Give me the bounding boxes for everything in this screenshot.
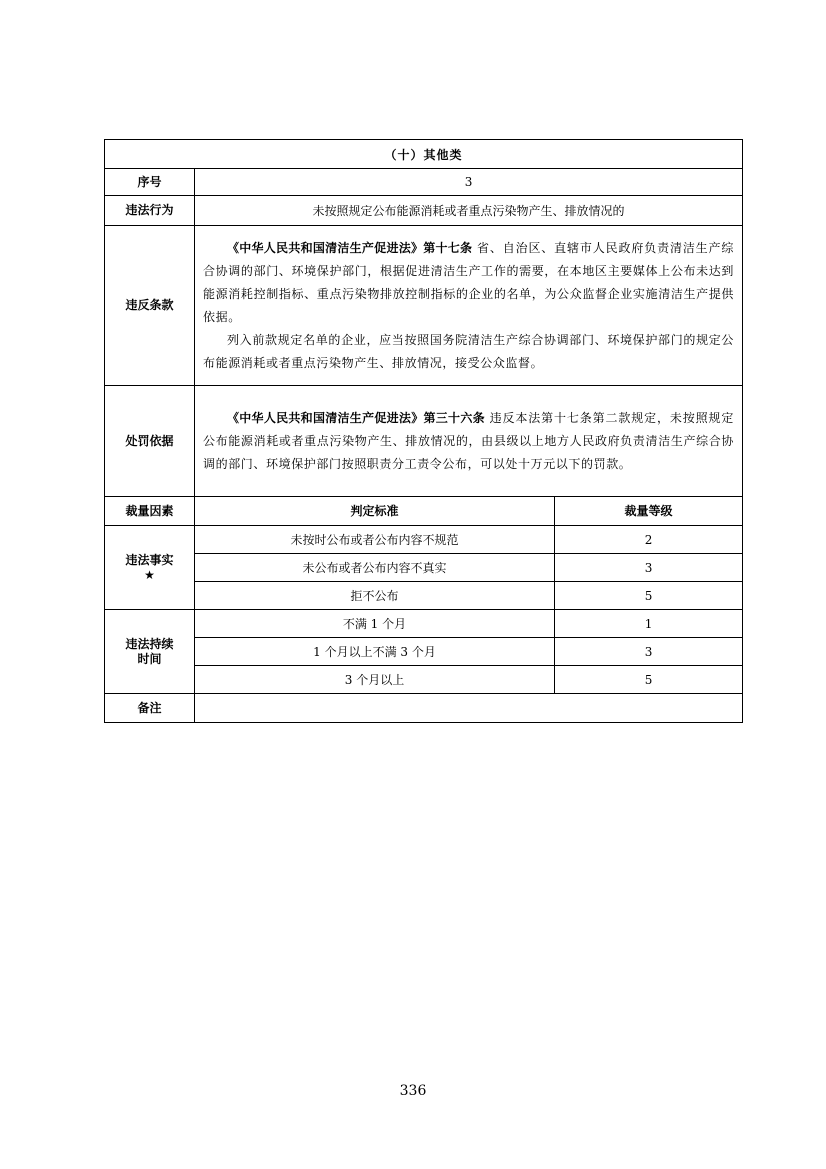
level-cell: 5	[555, 582, 743, 610]
star-icon: ★	[144, 567, 155, 582]
discretion-factor-header: 裁量因素	[105, 497, 195, 526]
standard-cell: 3 个月以上	[195, 666, 555, 694]
clause-text: 省、自治区、直辖市人民政府负责清洁生产综合协调的部门、环境保护部门，根据促进清洁生产工作的需要，在本地区主要媒体上公布未达到能源消耗控制指标、重点污染物排放控制指标的企业的名单，为公众监督企业实施清洁生产提供依据。	[203, 240, 735, 324]
penalty-basis-content	[195, 386, 743, 497]
page-number: 336	[399, 1083, 427, 1099]
violated-clause-paragraph-1	[195, 237, 742, 329]
behavior-label: 违法行为	[105, 196, 195, 226]
table-row	[105, 610, 743, 638]
behavior-value: 未按照规定公布能源消耗或者重点污染物产生、排放情况的	[195, 196, 743, 226]
law-citation: 《中华人民共和国清洁生产促进法》第十七条	[227, 240, 473, 255]
level-header: 裁量等级	[555, 497, 743, 526]
standard-cell: 1 个月以上不满 3 个月	[195, 638, 555, 666]
level-cell: 3	[555, 554, 743, 582]
table-row	[105, 582, 743, 610]
violated-clause-paragraph-2: 列入前款规定名单的企业，应当按照国务院清洁生产综合协调部门、环境保护部门的规定公布能源消耗或者重点污染物产生、排放情况，接受公众监督。	[203, 332, 735, 370]
clause-text: 违反本法第十七条第二款规定，未按照规定公布能源消耗或者重点污染物产生、排放情况的，由县级以上地方人民政府负责清洁生产综合协调的部门、环境保护部门按照职责分工责令公布，可以处十万元以下的罚款。	[203, 410, 735, 471]
remarks-value	[195, 694, 743, 723]
level-cell: 5	[555, 666, 743, 694]
law-citation: 《中华人民共和国清洁生产促进法》第三十六条	[227, 410, 485, 425]
penalty-basis-label: 处罚依据	[105, 386, 195, 497]
standard-cell: 未公布或者公布内容不真实	[195, 554, 555, 582]
factor-duration	[105, 610, 195, 694]
factor-label-line2: 时间	[137, 651, 162, 666]
factor-violation-facts	[105, 526, 195, 610]
violated-clause-content	[195, 226, 743, 386]
standard-header: 判定标准	[195, 497, 555, 526]
serial-label: 序号	[105, 169, 195, 196]
standard-cell: 拒不公布	[195, 582, 555, 610]
table-row	[105, 526, 743, 554]
level-cell: 3	[555, 638, 743, 666]
factor-label: 违法持续	[125, 636, 174, 651]
serial-value: 3	[195, 169, 743, 196]
remarks-label: 备注	[105, 694, 195, 723]
level-cell: 2	[555, 526, 743, 554]
factor-label: 违法事实	[125, 552, 174, 567]
standard-cell: 未按时公布或者公布内容不规范	[195, 526, 555, 554]
table-title: （十）其他类	[105, 140, 743, 169]
table-row	[105, 554, 743, 582]
penalty-basis-paragraph	[195, 407, 742, 476]
regulation-table	[104, 139, 743, 723]
level-cell: 1	[555, 610, 743, 638]
violated-clause-label: 违反条款	[105, 226, 195, 386]
standard-cell: 不满 1 个月	[195, 610, 555, 638]
table-row	[105, 638, 743, 666]
table-row	[105, 666, 743, 694]
